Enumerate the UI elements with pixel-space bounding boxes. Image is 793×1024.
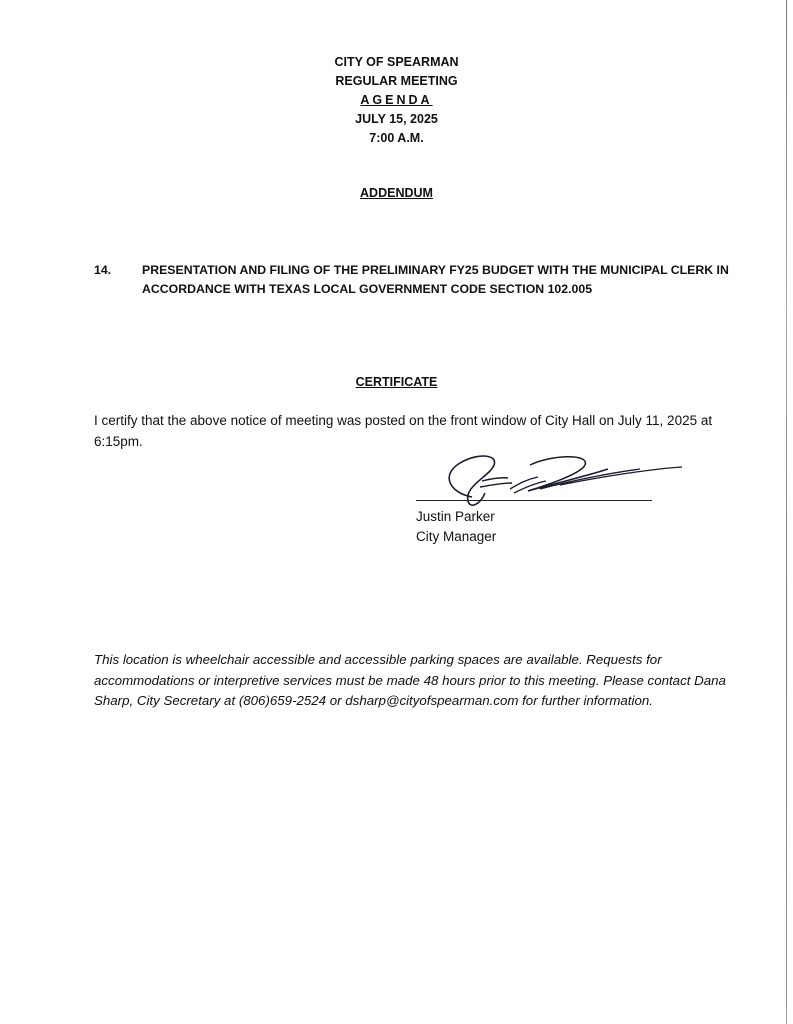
addendum-heading: ADDENDUM [360, 186, 433, 200]
certificate-heading: CERTIFICATE [355, 375, 438, 389]
scan-edge-line [786, 0, 787, 1024]
signature-line [416, 500, 652, 501]
signer-block [416, 507, 496, 547]
signer-name: Justin Parker [416, 509, 495, 524]
signer-title: City Manager [416, 529, 497, 544]
meeting-time: 7:00 A.M. [369, 131, 424, 145]
agenda-item-number: 14. [94, 263, 112, 277]
meeting-date: JULY 15, 2025 [355, 112, 438, 126]
meeting-type: REGULAR MEETING [335, 74, 458, 88]
certificate-text: I certify that the above notice of meeting was posted on the front window of City Hall on July 11, 2025 at 6:15pm. [94, 413, 713, 449]
agenda-title: AGENDA [360, 93, 433, 107]
city-name: CITY OF SPEARMAN [334, 55, 459, 69]
accessibility-notice: This location is wheelchair accessible and accessible parking spaces are available. Requests for accommodations or interpretive services must be made 48 hours prior to this meeting. Please contact Dana Sharp, City Secretary at (806)659-2524 or dsharp@cityofspearman.com for further information. [94, 652, 726, 708]
agenda-item-text: PRESENTATION AND FILING OF THE PRELIMINARY FY25 BUDGET WITH THE MUNICIPAL CLERK IN ACCORDANCE WITH TEXAS LOCAL GOVERNMENT CODE SECTION 102.005 [142, 263, 729, 296]
document-header [0, 53, 793, 148]
